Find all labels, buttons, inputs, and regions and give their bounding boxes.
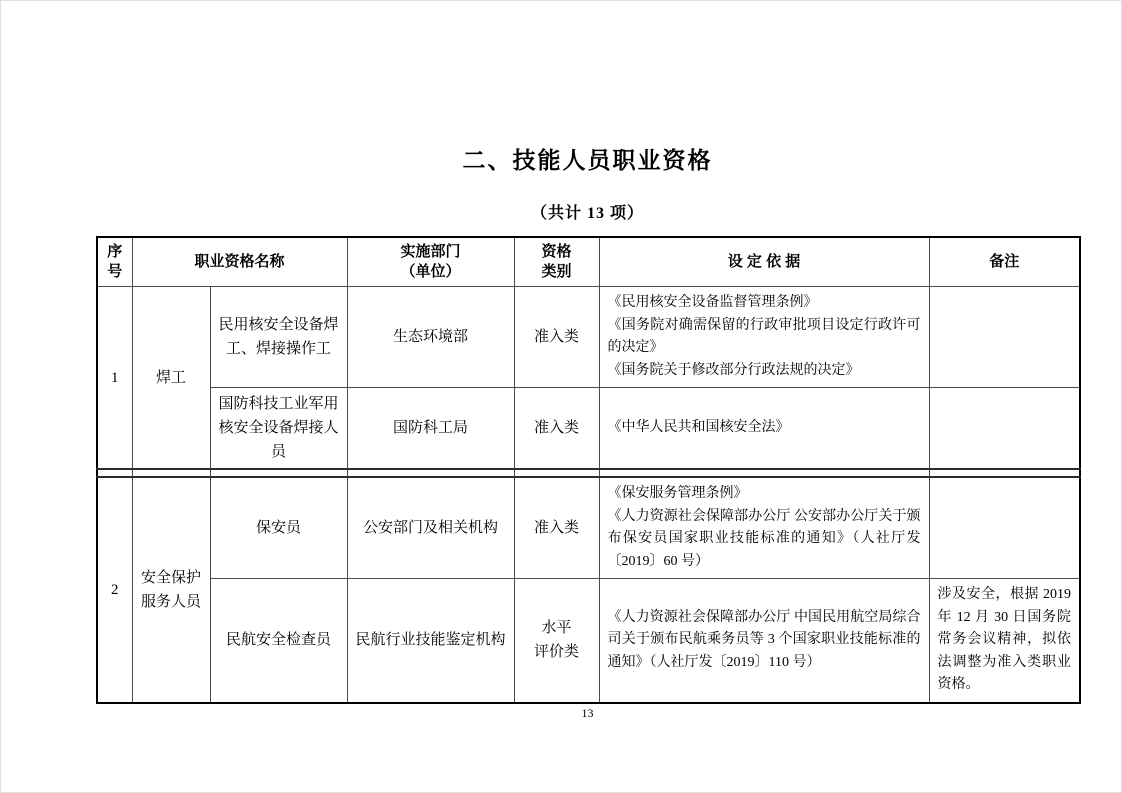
name-cell: 民用核安全设备焊工、焊接操作工 xyxy=(210,287,347,388)
category-cell: 准入类 xyxy=(514,388,599,470)
group-name-cell: 焊工 xyxy=(132,287,210,470)
header-category-line1: 资格 xyxy=(541,243,572,260)
remark-cell xyxy=(929,477,1080,579)
category-line1: 水平 xyxy=(541,620,572,637)
basis-item: 《保安服务管理条例》 xyxy=(607,486,748,501)
header-department xyxy=(347,237,514,287)
basis-item: 《民用核安全设备监督管理条例》 xyxy=(607,295,818,310)
header-category-line2: 类别 xyxy=(541,263,572,280)
basis-item: 《国务院关于修改部分行政法规的决定》 xyxy=(607,362,860,378)
table-row xyxy=(97,477,1080,579)
name-cell: 保安员 xyxy=(210,477,347,579)
name-cell: 国防科技工业军用核安全设备焊接人员 xyxy=(210,388,347,470)
index-cell: 1 xyxy=(97,287,132,470)
table-row xyxy=(97,287,1080,388)
remark-cell: 涉及安全，根据 2019 年 12 月 30 日国务院常务会议精神，拟依法调整为准入类职业资格。 xyxy=(929,579,1080,703)
header-department-line2: （单位） xyxy=(400,263,461,280)
header-index xyxy=(97,237,132,287)
basis-cell xyxy=(599,477,929,579)
header-remark: 备注 xyxy=(929,237,1080,287)
category-line2: 评价类 xyxy=(534,644,580,661)
category-cell xyxy=(514,579,599,703)
header-name: 职业资格名称 xyxy=(132,237,347,287)
basis-cell xyxy=(599,388,929,470)
table-row xyxy=(97,579,1080,703)
category-cell: 准入类 xyxy=(514,477,599,579)
remark-cell xyxy=(929,388,1080,470)
department-cell: 生态环境部 xyxy=(347,287,514,388)
category-cell: 准入类 xyxy=(514,287,599,388)
remark-cell xyxy=(929,287,1080,388)
name-cell: 民航安全检查员 xyxy=(210,579,347,703)
table-row xyxy=(97,388,1080,470)
page-number: 13 xyxy=(581,706,594,720)
page-content xyxy=(96,1,1079,793)
department-cell: 公安部门及相关机构 xyxy=(347,477,514,579)
index-cell: 2 xyxy=(97,477,132,703)
header-index-line2: 号 xyxy=(107,263,123,280)
basis-cell xyxy=(599,287,929,388)
table-header-row xyxy=(97,237,1080,287)
department-cell: 民航行业技能鉴定机构 xyxy=(347,579,514,703)
basis-item: 《国务院对确需保留的行政审批项目设定行政许可的决定》 xyxy=(607,317,921,355)
header-category xyxy=(514,237,599,287)
header-basis: 设 定 依 据 xyxy=(599,237,929,287)
page-title: 二、技能人员职业资格 xyxy=(462,147,713,173)
header-index-line1: 序 xyxy=(107,243,123,260)
basis-item: 《中华人民共和国核安全法》 xyxy=(607,419,790,435)
department-cell: 国防科工局 xyxy=(347,388,514,470)
basis-item: 《人力资源社会保障部办公厅 中国民用航空局综合司关于颁布民航乘务员等 3 个国家职业技能标准的通知》（人社厅发〔2019〕110 号） xyxy=(607,609,921,670)
group-name-cell: 安全保护服务人员 xyxy=(132,477,210,703)
basis-cell xyxy=(599,579,929,703)
page-subtitle: （共计 13 项） xyxy=(530,205,644,222)
header-department-line1: 实施部门 xyxy=(400,243,461,260)
qualification-table xyxy=(96,236,1081,704)
section-divider xyxy=(97,469,1080,477)
basis-item: 《人力资源社会保障部办公厅 公安部办公厅关于颁布保安员国家职业技能标准的通知》（人社厅发〔2019〕60 号） xyxy=(607,508,921,569)
